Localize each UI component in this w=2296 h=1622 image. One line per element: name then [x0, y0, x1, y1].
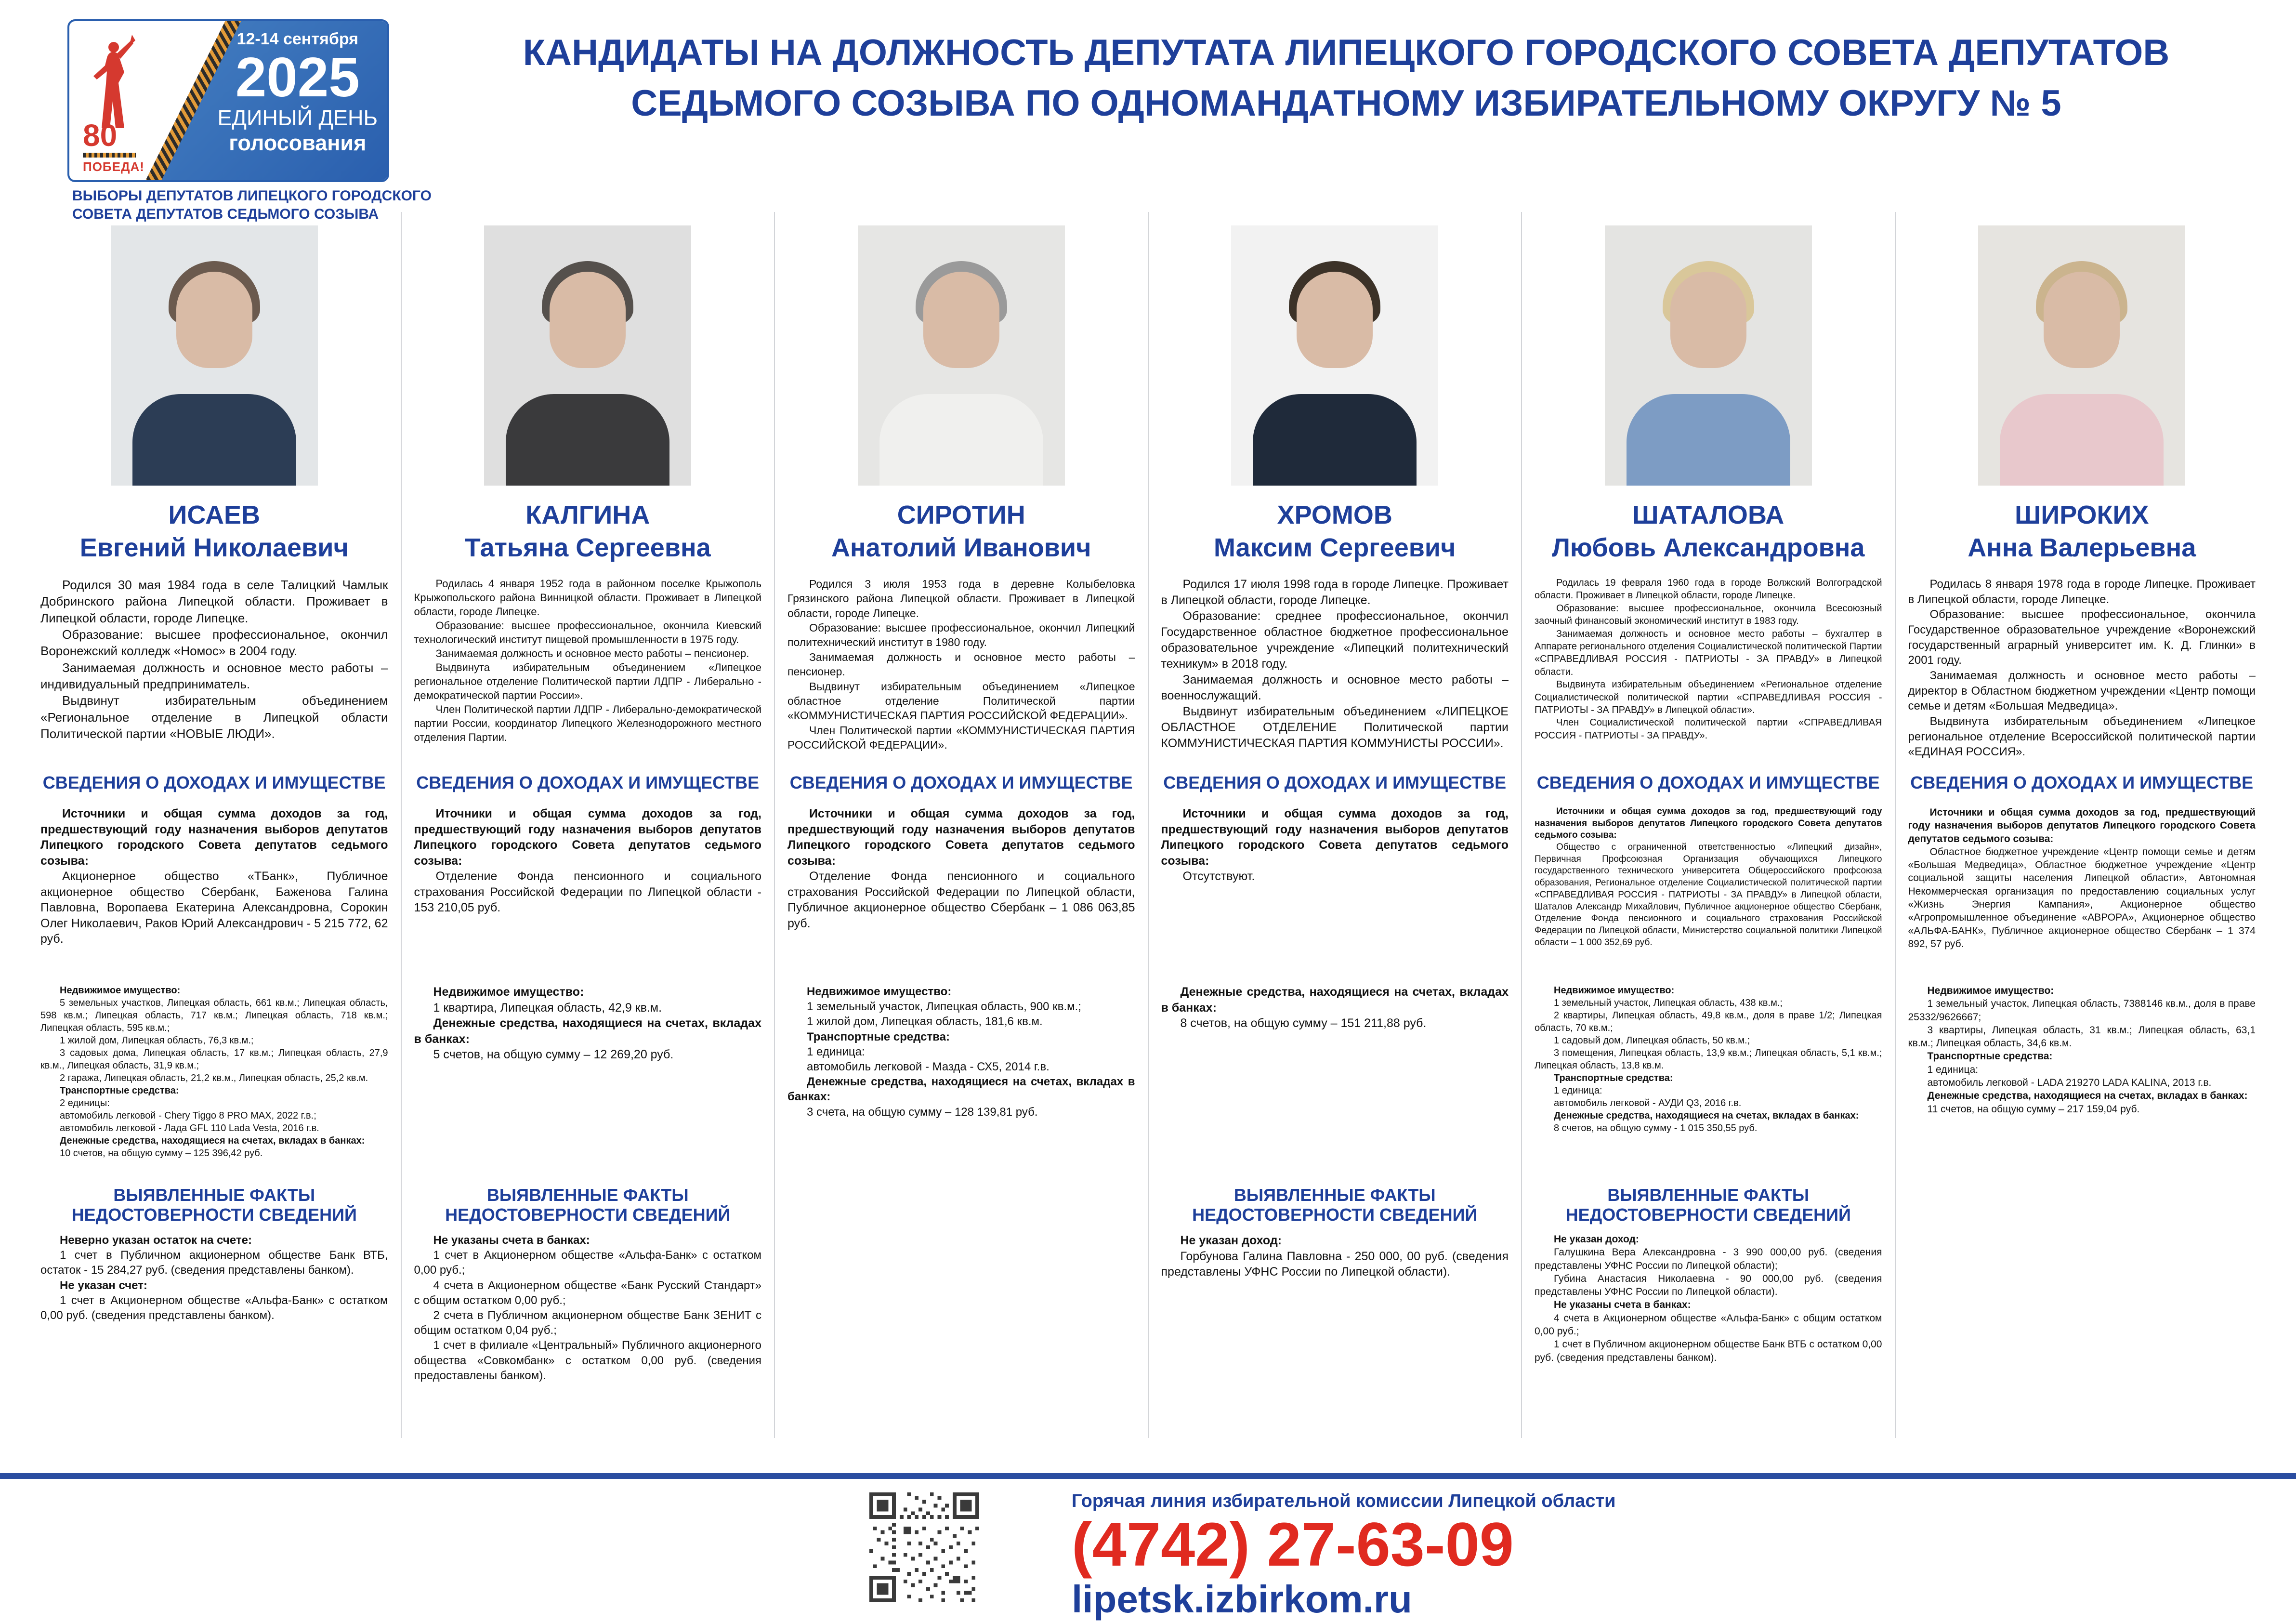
candidate-column: [775, 212, 1149, 1438]
candidate-column: [28, 212, 402, 1438]
facts-section-title: ВЫЯВЛЕННЫЕ ФАКТЫ НЕДОСТОВЕРНОСТИ СВЕДЕНИЙ: [1192, 1185, 1478, 1225]
candidate-bio: Родился 3 июля 1953 года в деревне Колыбеловка Грязинского района Липецкой области. Проживает в Липецкой области, городе Липецке. Образование: высшее профессиональное, окончил Липецкий политехнический институт в 1980 году. Занимаемая должность и основное место работы – пенсионер. Выдвинут избирательным объединением «Липецкое областное отделение Политической партии «КОММУНИСТИЧЕСКАЯ ПАРТИЯ РОССИЙСКОЙ ФЕДЕРАЦИИ». Член Политической партии «КОММУНИСТИЧЕСКАЯ ПАРТИЯ РОССИЙСКОЙ ФЕДЕРАЦИИ».: [787, 578, 1135, 751]
single-day-line2: голосования: [229, 131, 367, 156]
qr-code: [869, 1492, 979, 1602]
elections-caption-line2: СОВЕТА ДЕПУТАТОВ СЕДЬМОГО СОЗЫВА: [72, 206, 379, 222]
candidate-surname: ИСАЕВ: [168, 501, 260, 529]
income-block: [1908, 806, 2256, 984]
candidate-surname: ШИРОКИХ: [2015, 501, 2149, 529]
income-section-title: СВЕДЕНИЯ О ДОХОДАХ И ИМУЩЕСТВЕ: [416, 773, 760, 793]
facts-section-title: ВЫЯВЛЕННЫЕ ФАКТЫ НЕДОСТОВЕРНОСТИ СВЕДЕНИЙ: [445, 1185, 731, 1225]
facts-list: Не указан доход: Галушкина Вера Александровна - 3 990 000,00 руб. (сведения представлены УФНС России по Липецкой области); Губина Анастасия Николаевна - 90 000,00 руб. (сведения представлены УФНС России по Липецкой области). Не указаны счета в банках: 4 счета в Акционерном обществе «Альфа-Банк» с общим остатком 0,00 руб.; 1 счет в Публичном акционерном обществе Банк ВТБ с остатком 0,00 руб. (сведения представлены банком).: [1535, 1234, 1882, 1363]
property-list: Недвижимое имущество: 1 земельный участок, Липецкая область, 438 кв.м.; 2 квартиры, Липецкая область, 49,8 кв.м., доля в праве 1/2; Липецкая область, 70 кв.м.; 1 садовый дом, Липецкая область, 50 кв.м.; 3 помещения, Липецкая область, 13,9 кв.м.; Липецкая область, 5,1 кв.м.; Липецкая область, 13,8 кв.м. Транспортные средства: 1 единица: автомобиль легковой - АУДИ Q3, 2016 г.в. Денежные средства, находящиеся на счетах, вкладах в банках: 8 счетов, на общую сумму - 1 015 350,55 руб.: [1535, 985, 1882, 1134]
income-intro: Источники и общая сумма доходов за год, предшествующий году назначения выборов депутатов Липецкого городского Совета депутатов седьмого созыва:: [1908, 807, 2256, 844]
income-intro: Источники и общая сумма доходов за год, предшествующий году назначения выборов депутатов Липецкого городского Совета депутатов седьмого созыва:: [1535, 806, 1882, 841]
candidate-given-names: Евгений Николаевич: [79, 533, 349, 562]
income-intro: Источники и общая сумма доходов за год, предшествующий году назначения выборов депутатов Липецкого городского Совета депутатов седьмого созыва:: [40, 807, 388, 868]
income-block: [787, 806, 1135, 984]
candidate-photo: [858, 225, 1065, 486]
facts-section-title: ВЫЯВЛЕННЫЕ ФАКТЫ НЕДОСТОВЕРНОСТИ СВЕДЕНИЙ: [71, 1185, 357, 1225]
candidate-name: [1535, 499, 1882, 564]
candidate-given-names: Анатолий Иванович: [831, 533, 1091, 562]
property-list: Недвижимое имущество: 1 земельный участок, Липецкая область, 7388146 кв.м., доля в праве 25332/9626667; 3 квартиры, Липецкая область, 31 кв.м.; Липецкая область, 63,1 кв.м.; Липецкая область, 34,6 кв.м. Транспортные средства: 1 единица: автомобиль легковой - LADA 219270 LADA KALINA, 2013 г.в. Денежные средства, находящиеся на счетах, вкладах в банках: 11 счетов, на общую сумму – 217 159,04 руб.: [1908, 985, 2256, 1115]
anniversary-number: 80: [83, 118, 118, 153]
facts-section-title: ВЫЯВЛЕННЫЕ ФАКТЫ НЕДОСТОВЕРНОСТИ СВЕДЕНИЙ: [1565, 1185, 1851, 1225]
facts-list: Не указаны счета в банках: 1 счет в Акционерном обществе «Альфа-Банк» с остатком 0,00 руб.; 4 счета в Акционерном обществе «Банк Русский Стандарт» с общим остатком 0,00 руб.; 2 счета в Публичном акционерном обществе Банк ЗЕНИТ с общим остатком 0,04 руб.; 1 счет в филиале «Центральный» Публичного акционерного общества «Совкомбанк» с остатком 0,00 руб. (сведения предоставлены банком).: [414, 1234, 761, 1382]
candidate-bio: Родилась 19 февраля 1960 года в городе Волжский Волгоградской области. Проживает в Липецкой области, городе Липецке. Образование: высшее профессиональное, окончила Всесоюзный заочный финансовый экономический институт в 1983 году. Занимаемая должность и основное место работы – бухгалтер в Аппарате регионального отделения Социалистической политической Партии «СПРАВЕДЛИВАЯ РОССИЯ - ПАТРИОТЫ - ЗА ПРАВДУ» в Липецкой области. Выдвинута избирательным объединением «Региональное отделение Социалистической политической партии «СПРАВЕДЛИВАЯ РОССИЯ - ПАТРИОТЫ - ЗА ПРАВДУ» в Липецкой области». Член Социалистической политической партии «СПРАВЕДЛИВАЯ РОССИЯ - ПАТРИОТЫ - ЗА ПРАВДУ».: [1535, 578, 1882, 741]
income-intro: Источники и общая сумма доходов за год, предшествующий году назначения выборов депутатов Липецкого городского Совета депутатов седьмого созыва:: [1161, 807, 1509, 868]
page-title-line2: СЕДЬМОГО СОЗЫВА ПО ОДНОМАНДАТНОМУ ИЗБИРАТЕЛЬНОМУ ОКРУГУ № 5: [631, 82, 2061, 124]
single-day-line1: ЕДИНЫЙ ДЕНЬ: [217, 105, 378, 131]
income-block: [414, 806, 762, 984]
candidate-column: [1522, 212, 1896, 1438]
candidate-given-names: Любовь Александровна: [1552, 533, 1865, 562]
hotline-block: [1072, 1491, 1842, 1621]
property-list: Недвижимое имущество: 1 земельный участок, Липецкая область, 900 кв.м.; 1 жилой дом, Липецкая область, 181,6 кв.м. Транспортные средства: 1 единица: автомобиль легковой - Мазда - СХ5, 2014 г.в. Денежные средства, находящиеся на счетах, вкладах в банках: 3 счета, на общую сумму – 128 139,81 руб.: [787, 985, 1135, 1119]
candidate-given-names: Максим Сергеевич: [1214, 533, 1456, 562]
candidate-name: [787, 499, 1135, 564]
candidate-given-names: Татьяна Сергеевна: [464, 533, 711, 562]
candidate-name: [40, 499, 388, 564]
income-intro: Источники и общая сумма доходов за год, предшествующий году назначения выборов депутатов Липецкого городского Совета депутатов седьмого созыва:: [787, 807, 1135, 868]
page-title: [424, 28, 2269, 129]
hotline-label: Горячая линия избирательной комиссии Липецкой области: [1072, 1491, 1616, 1511]
victory-label: ПОБЕДА!: [83, 159, 144, 174]
election-day-logo: [67, 19, 389, 182]
voting-dates: 12-14 сентября: [236, 30, 358, 48]
page-title-line1: КАНДИДАТЫ НА ДОЛЖНОСТЬ ДЕПУТАТА ЛИПЕЦКОГО ГОРОДСКОГО СОВЕТА ДЕПУТАТОВ: [523, 32, 2170, 73]
income-section-title: СВЕДЕНИЯ О ДОХОДАХ И ИМУЩЕСТВЕ: [789, 773, 1133, 793]
candidate-photo: [484, 225, 691, 486]
facts-list: Не указан доход: Горбунова Галина Павловна - 250 000, 00 руб. (сведения представлены УФНС России по Липецкой области).: [1161, 1234, 1509, 1279]
income-intro: Иточники и общая сумма доходов за год, предшествующий году назначения выборов депутатов Липецкого городского Совета депутатов седьмого созыва:: [414, 807, 761, 868]
income-section-title: СВЕДЕНИЯ О ДОХОДАХ И ИМУЩЕСТВЕ: [42, 773, 386, 793]
candidate-column: [1149, 212, 1522, 1438]
logo-date-block: [216, 30, 380, 156]
income-section-title: СВЕДЕНИЯ О ДОХОДАХ И ИМУЩЕСТВЕ: [1536, 773, 1880, 793]
candidate-given-names: Анна Валерьевна: [1968, 533, 2196, 562]
candidate-bio: Родилась 8 января 1978 года в городе Липецке. Проживает в Липецкой области, городе Липецке. Образование: высшее профессиональное, окончила Государственное образовательное учреждение «Воронежский государственный аграрный университет им. К. Д. Глинки» в 2001 году. Занимаемая должность и основное место работы – директор в Областном бюджетном учреждении «Центр помощи семье и детям «Большая Медведица». Выдвинута избирательным объединением «Липецкое региональное отделение Всероссийской политической партии «ЕДИНАЯ РОССИЯ».: [1908, 578, 2256, 759]
income-sources: Общество с ограниченной ответственностью «Липецкий дизайн», Первичная Профсоюзная Организация обучающихся Липецкого государственного технического университета Общероссийского профсоюза образования, Региональное отделение Социалистической политической партии «СПРАВЕДЛИВАЯ РОССИЯ - ПАТРИОТЫ - ЗА ПРАВДУ» в Липецкой области, Шаталов Александр Михайлович, Публичное акционерное общество Сбербанк, Отделение Фонда пенсионного и социального страхования Российской Федерации по Липецкой области, Министерство социальной политики Липецкой области – 1 000 352,69 руб.: [1535, 842, 1882, 948]
facts-list: Неверно указан остаток на счете: 1 счет в Публичном акционерном обществе Банк ВТБ, остаток - 15 284,27 руб. (сведения представлены банком). Не указан счет: 1 счет в Акционерном обществе «Альфа-Банк» с остатком 0,00 руб. (сведения представлены банком).: [40, 1234, 388, 1322]
candidate-column: [402, 212, 775, 1438]
candidate-surname: СИРОТИН: [897, 501, 1025, 529]
hotline-phone: (4742) 27-63-09: [1072, 1510, 1514, 1579]
income-block: [1161, 806, 1509, 984]
candidate-bio: Родился 30 мая 1984 года в селе Талицкий Чамлык Добринского района Липецкой области. Проживает в Липецкой области, городе Липецке. Образование: высшее профессиональное, окончил Воронежский колледж «Номос» в 2004 году. Занимаемая должность и основное место работы – индивидуальный предприниматель. Выдвинут избирательным объединением «Региональное отделение в Липецкой области Политической партии «НОВЫЕ ЛЮДИ».: [40, 578, 388, 741]
income-sources: Акционерное общество «ТБанк», Публичное акционерное общество Сбербанк, Баженова Галина Павловна, Воропаева Екатерина Александровна, Сорокин Олег Николаевич, Раков Юрий Александрович - 5 215 772, 62 руб.: [40, 870, 388, 946]
victory-monument-icon: [86, 34, 144, 130]
candidate-bio: Родилась 4 января 1952 года в районном поселке Крыжополь Крыжопольского района Винницкой области. Проживает в Липецкой области, городе Липецке. Образование: высшее профессиональное, окончила Киевский технологический институт пищевой промышленности в 1975 году. Занимаемая должность и основное место работы – пенсионер. Выдвинута избирательным объединением «Липецкое региональное отделение Политической партии ЛДПР - Либерально - демократической партии России». Член Политической партии ЛДПР - Либерально-демократической партии России, координатор Липецкого Железнодорожного местного отделения Партии.: [414, 578, 761, 744]
candidate-photo: [111, 225, 318, 486]
candidate-surname: ХРОМОВ: [1277, 501, 1392, 529]
income-sources: Областное бюджетное учреждение «Центр помощи семье и детям «Большая Медведица», Областное бюджетное учреждение «Центр социальной защиты населения Липецкой области», Автономная Некоммерческая организация по предоставлению социальных услуг «Жизнь Энергия Кампания», Акционерное общество «Агропромышленное объединение «АВРОРА», Акционерное общество «АЛЬФА-БАНК», Публичное акционерное общество Сбербанк – 1 374 892, 57 руб.: [1908, 846, 2256, 949]
victory-80-emblem: [83, 120, 165, 174]
property-list: Денежные средства, находящиеся на счетах, вкладах в банках: 8 счетов, на общую сумму – 151 211,88 руб.: [1161, 985, 1509, 1030]
ribbon-bar-icon: [83, 153, 136, 158]
income-block: [1535, 806, 1882, 984]
candidate-photo: [1605, 225, 1812, 486]
income-section-title: СВЕДЕНИЯ О ДОХОДАХ И ИМУЩЕСТВЕ: [1163, 773, 1507, 793]
candidate-name: [1908, 499, 2256, 564]
candidate-column: [1896, 212, 2269, 1438]
candidate-name: [414, 499, 762, 564]
income-section-title: СВЕДЕНИЯ О ДОХОДАХ И ИМУЩЕСТВЕ: [1910, 773, 2254, 793]
income-block: [40, 806, 388, 984]
candidate-photo: [1978, 225, 2185, 486]
candidate-photo: [1231, 225, 1438, 486]
property-list: Недвижимое имущество: 1 квартира, Липецкая область, 42,9 кв.м. Денежные средства, находящиеся на счетах, вкладах в банках: 5 счетов, на общую сумму – 12 269,20 руб.: [414, 985, 761, 1061]
income-sources: Отделение Фонда пенсионного и социального страхования Российской Федерации по Липецкой области - 153 210,05 руб.: [414, 870, 761, 914]
property-list: Недвижимое имущество: 5 земельных участков, Липецкая область, 661 кв.м.; Липецкая область, 598 кв.м.; Липецкая область, 717 кв.м.; Липецкая область, 718 кв.м.; Липецкая область, 595 кв.м.; 1 жилой дом, Липецкая область, 76,3 кв.м.; 3 садовых дома, Липецкая область, 17 кв.м.; Липецкая область, 27,9 кв.м., Липецкая область, 31,9 кв.м.; 2 гаража, Липецкая область, 21,2 кв.м., Липецкая область, 25,2 кв.м. Транспортные средства: 2 единицы: автомобиль легковой - Chery Tiggo 8 PRO MAX, 2022 г.в.; автомобиль легковой - Лада GFL 110 Lada Vesta, 2016 г.в. Денежные средства, находящиеся на счетах, вкладах в банках: 10 счетов, на общую сумму – 125 396,42 руб.: [40, 985, 388, 1159]
income-sources: Отделение Фонда пенсионного и социального страхования Российской Федерации по Липецкой области, Публичное акционерное общество Сбербанк – 1 086 063,85 руб.: [787, 870, 1135, 930]
candidate-bio: Родился 17 июля 1998 года в городе Липецке. Проживает в Липецкой области, городе Липецке. Образование: среднее профессиональное, окончил Государственное областное бюджетное профессиональное образовательное учреждение «Липецкий политехнический техникум» в 2018 году. Занимаемая должность и основное место работы – военнослужащий. Выдвинут избирательным объединением «ЛИПЕЦКОЕ ОБЛАСТНОЕ ОТДЕЛЕНИЕ Политической партии КОММУНИСТИЧЕСКАЯ ПАРТИЯ КОММУНИСТЫ РОССИИ».: [1161, 578, 1509, 750]
voting-year: 2025: [235, 46, 360, 108]
candidate-surname: ШАТАЛОВА: [1632, 501, 1784, 529]
candidate-name: [1161, 499, 1509, 564]
footer-divider: [0, 1473, 2296, 1479]
elections-caption-line1: ВЫБОРЫ ДЕПУТАТОВ ЛИПЕЦКОГО ГОРОДСКОГО: [72, 188, 432, 204]
commission-website: lipetsk.izbirkom.ru: [1072, 1578, 1412, 1621]
candidates-grid: [28, 212, 2268, 1438]
income-sources: Отсутствуют.: [1182, 870, 1255, 883]
candidate-surname: КАЛГИНА: [525, 501, 650, 529]
